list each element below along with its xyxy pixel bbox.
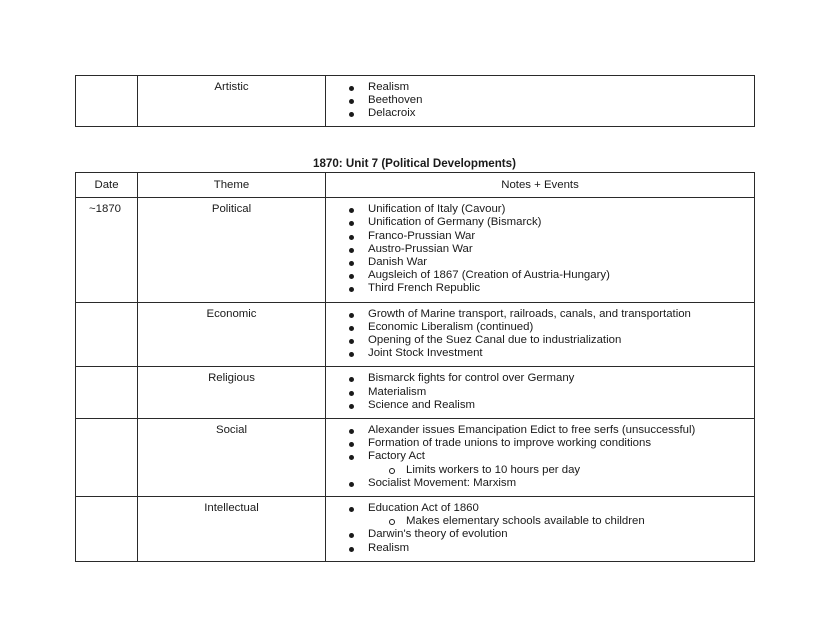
theme-column-header: Theme (138, 173, 326, 198)
list-item (343, 94, 754, 107)
bullet-icon (349, 482, 354, 487)
note-text: Formation of trade unions to improve working conditions (368, 437, 652, 450)
note-text: Delacroix (368, 107, 416, 120)
note-text: Franco-Prussian War (368, 229, 476, 242)
theme-cell: Artistic (138, 76, 326, 127)
bullet-icon (349, 112, 354, 117)
list-item (343, 424, 754, 437)
note-text: Education Act of 1860 (368, 502, 479, 515)
list-item (343, 334, 754, 347)
note-text: Unification of Germany (Bismarck) (368, 216, 542, 229)
bullet-icon (349, 99, 354, 104)
list-item (343, 347, 754, 360)
list-item (343, 372, 754, 385)
note-text: Limits workers to 10 hours per day (406, 463, 581, 476)
list-item (343, 321, 754, 334)
list-item (343, 282, 754, 295)
bullet-icon (349, 547, 354, 552)
date-cell: ~1870 (76, 198, 138, 302)
theme-cell: Political (138, 198, 326, 302)
list-item (343, 464, 754, 477)
notes-list (326, 372, 754, 412)
bullet-icon (349, 533, 354, 538)
table-row (76, 76, 755, 127)
bullet-icon (349, 221, 354, 226)
notes-cell (326, 76, 755, 127)
list-item (343, 542, 754, 555)
note-text: Augsleich of 1867 (Creation of Austria-Hungary) (368, 269, 610, 282)
note-text: Opening of the Suez Canal due to industrialization (368, 334, 622, 347)
bullet-icon (349, 208, 354, 213)
bullet-icon (349, 287, 354, 292)
notes-cell (326, 198, 755, 302)
note-text: Growth of Marine transport, railroads, canals, and transportation (368, 307, 691, 320)
bullet-icon (349, 352, 354, 357)
bullet-icon (349, 404, 354, 409)
note-text: Socialist Movement: Marxism (368, 476, 517, 489)
bullet-icon (349, 429, 354, 434)
hollow-bullet-icon (389, 468, 395, 474)
theme-cell: Intellectual (138, 497, 326, 562)
list-item (343, 81, 754, 94)
unit-7-table (75, 172, 755, 562)
list-item (343, 308, 754, 321)
bullet-icon (349, 377, 354, 382)
notes-list (326, 81, 754, 121)
note-text: Economic Liberalism (continued) (368, 320, 534, 333)
notes-cell (326, 302, 755, 367)
table-row (76, 367, 755, 419)
notes-list (326, 424, 754, 490)
list-item (343, 107, 754, 120)
unit-7-title: 1870: Unit 7 (Political Developments) (313, 157, 516, 170)
list-item (343, 230, 754, 243)
list-item (343, 203, 754, 216)
date-cell (76, 497, 138, 562)
note-text: Unification of Italy (Cavour) (368, 203, 506, 216)
notes-list (326, 308, 754, 361)
bullet-icon (349, 86, 354, 91)
note-text: Realism (368, 541, 410, 554)
theme-cell: Economic (138, 302, 326, 367)
date-cell (76, 367, 138, 419)
list-item (343, 515, 754, 528)
note-text: Bismarck fights for control over Germany (368, 372, 575, 385)
date-cell (76, 419, 138, 497)
list-item (343, 386, 754, 399)
notes-list (326, 502, 754, 555)
date-column-header: Date (76, 173, 138, 198)
note-text: Joint Stock Investment (368, 347, 483, 360)
list-item (343, 450, 754, 463)
notes-cell (326, 367, 755, 419)
artistic-continuation-table (75, 75, 755, 127)
bullet-icon (349, 313, 354, 318)
list-item (343, 502, 754, 515)
date-cell (76, 76, 138, 127)
table-row (76, 497, 755, 562)
note-text: Austro-Prussian War (368, 242, 473, 255)
list-item (343, 528, 754, 541)
theme-cell: Social (138, 419, 326, 497)
notes-cell (326, 419, 755, 497)
bullet-icon (349, 442, 354, 447)
theme-cell: Religious (138, 367, 326, 419)
table-row (76, 419, 755, 497)
date-cell (76, 302, 138, 367)
bullet-icon (349, 248, 354, 253)
top-table-body (76, 76, 755, 127)
note-text: Darwin's theory of evolution (368, 528, 508, 541)
notes-cell (326, 497, 755, 562)
bullet-icon (349, 455, 354, 460)
bullet-icon (349, 339, 354, 344)
table-row (76, 302, 755, 367)
bullet-icon (349, 326, 354, 331)
list-item (343, 477, 754, 490)
list-item (343, 269, 754, 282)
bullet-icon (349, 274, 354, 279)
list-item (343, 243, 754, 256)
note-text: Science and Realism (368, 398, 475, 411)
notes-list (326, 203, 754, 295)
header-row (76, 173, 755, 198)
table-row (76, 198, 755, 302)
bullet-icon (349, 391, 354, 396)
note-text: Materialism (368, 385, 427, 398)
note-text: Beethoven (368, 94, 423, 107)
list-item (343, 399, 754, 412)
hollow-bullet-icon (389, 519, 395, 525)
list-item (343, 216, 754, 229)
note-text: Danish War (368, 256, 428, 269)
bullet-icon (349, 235, 354, 240)
notes-column-header: Notes + Events (326, 173, 755, 198)
bullet-icon (349, 261, 354, 266)
note-text: Alexander issues Emancipation Edict to free serfs (unsuccessful) (368, 424, 696, 437)
note-text: Realism (368, 81, 410, 93)
note-text: Factory Act (368, 450, 425, 463)
note-text: Third French Republic (368, 282, 481, 295)
main-table-body (76, 198, 755, 562)
list-item (343, 437, 754, 450)
bullet-icon (349, 507, 354, 512)
note-text: Makes elementary schools available to children (406, 515, 645, 528)
list-item (343, 256, 754, 269)
